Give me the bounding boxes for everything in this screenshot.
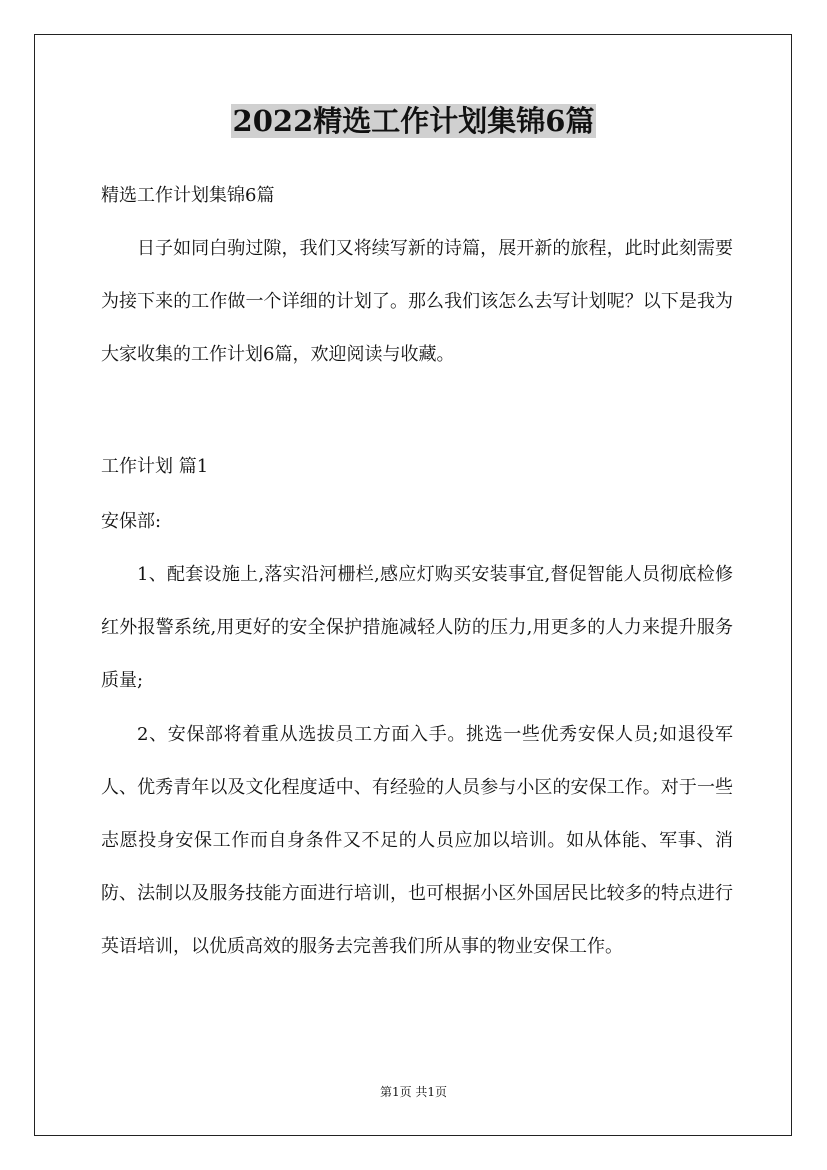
document-title-text: 2022精选工作计划集锦6篇 [232, 104, 595, 138]
plan-paragraph-2: 2、安保部将着重从选拔员工方面入手。挑选一些优秀安保人员;如退役军人、优秀青年以及文化程度适中、有经验的人员参与小区的安保工作。对于一些志愿投身安保工作而自身条件又不足的人员应加以培训。如从体能、军事、消防、法制以及服务技能方面进行培训，也可根据小区外国居民比较多的特点进行英语培训，以优质高效的服务去完善我们所从事的物业安保工作。 [101, 724, 733, 957]
page-footer: 第1页 共1页 [379, 1085, 448, 1099]
plan-paragraph-1: 1、配套设施上,落实沿河栅栏,感应灯购买安装事宜,督促智能人员彻底检修红外报警系统,用更好的安全保护措施减轻人防的压力,用更多的人力来提升服务质量; [101, 564, 733, 691]
intro-paragraph: 日子如同白驹过隙，我们又将续写新的诗篇，展开新的旅程，此时此刻需要为接下来的工作做一个详细的计划了。那么我们该怎么去写计划呢？以下是我为大家收集的工作计划6篇，欢迎阅读与收藏。 [101, 238, 733, 365]
department-label: 安保部: [101, 511, 162, 532]
section-heading: 工作计划 篇1 [101, 456, 209, 477]
document-subtitle: 精选工作计划集锦6篇 [101, 185, 275, 206]
document-title [0, 100, 827, 142]
